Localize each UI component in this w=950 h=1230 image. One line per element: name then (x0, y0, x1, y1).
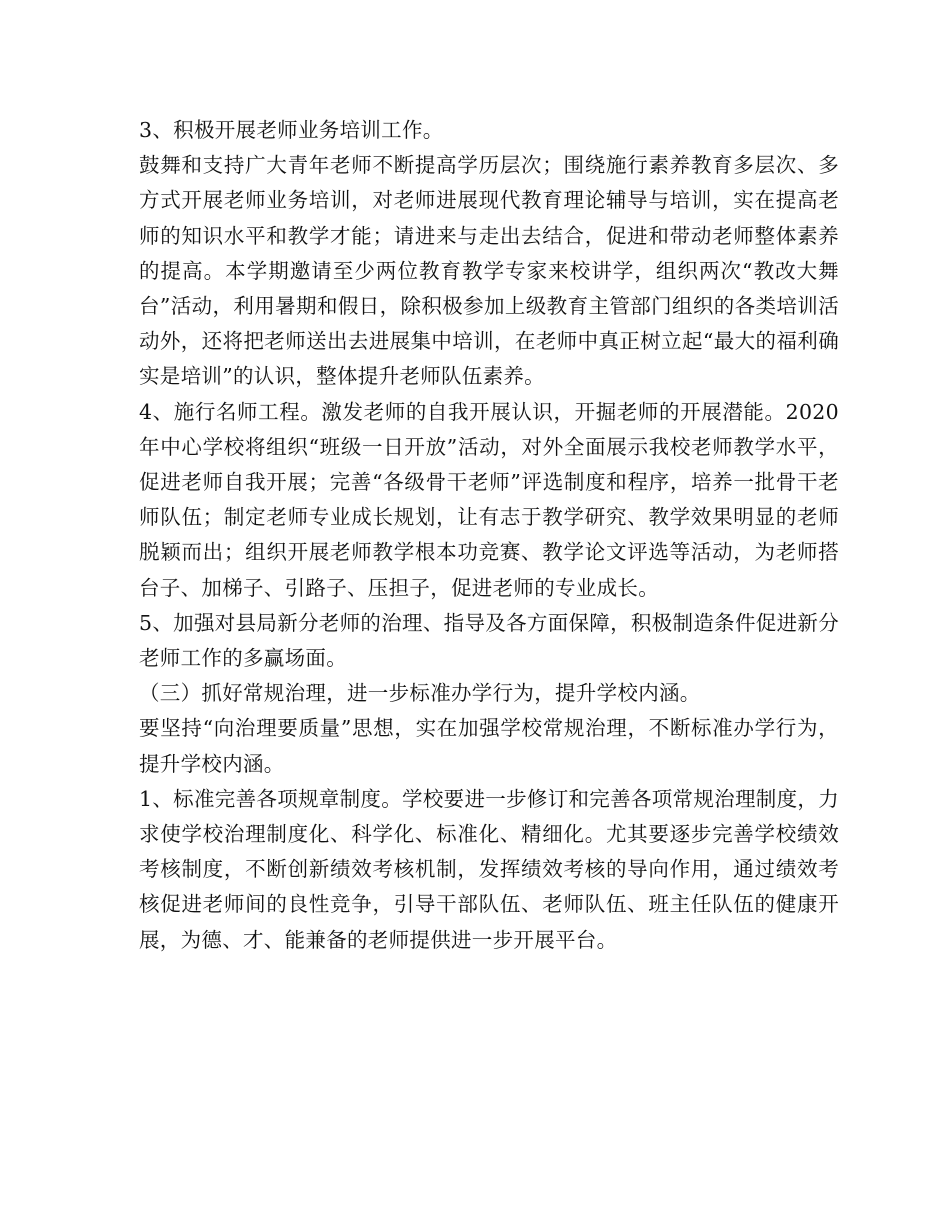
paragraph-management-quality: 要坚持“向治理要质量”思想，实在加强学校常规治理，不断标准办学行为，提升学校内涵。 (139, 716, 839, 776)
paragraph-training-heading: 3、积极开展老师业务培训工作。 (139, 118, 444, 142)
paragraph-regulations: 1、标准完善各项规章制度。学校要进一步修订和完善各项常规治理制度，力求使学校治理制度化、科学化、标准化、精细化。尤其要逐步完善学校绩效考核制度，不断创新绩效考核机制，发挥绩效考核的导向作用，通过绩效考核促进老师间的良性竞争，引导干部队伍、老师队伍、班主任队伍的健康开展，为德、才、能兼备的老师提供进一步开展平台。 (139, 786, 839, 952)
paragraph-famous-teacher: 4、施行名师工程。激发老师的自我开展认识，开掘老师的开展潜能。2020年中心学校将组织“班级一日开放”活动，对外全面展示我校老师教学水平，促进老师自我开展；完善“各级骨干老师”评选制度和程序，培养一批骨干老师队伍；制定老师专业成长规划，让有志于教学研究、教学效果明显的老师脱颖而出；组织开展老师教学根本功竞赛、教学论文评选等活动，为老师搭台子、加梯子、引路子、压担子，促进老师的专业成长。 (139, 399, 839, 600)
section-heading-routine-management: （三）抓好常规治理，进一步标准办学行为，提升学校内涵。 (139, 681, 701, 706)
paragraph-new-teachers: 5、加强对县局新分老师的治理、指导及各方面保障，积极制造条件促进新分老师工作的多赢场面。 (139, 610, 839, 671)
paragraph-training-body: 鼓舞和支持广大青年老师不断提高学历层次；围绕施行素养教育多层次、多方式开展老师业务培训，对老师进展现代教育理论辅导与培训，实在提高老师的知识水平和教学才能；请进来与走出去结合，促进和带动老师整体素养的提高。本学期邀请至少两位教育教学专家来校讲学，组织两次“教改大舞台”活动，利用暑期和假日，除积极参加上级教育主管部门组织的各类培训活动外，还将把老师送出去进展集中培训，在老师中真正树立起“最大的福利确实是培训”的认识，整体提升老师队伍素养。 (139, 153, 839, 389)
document-body (139, 113, 839, 958)
